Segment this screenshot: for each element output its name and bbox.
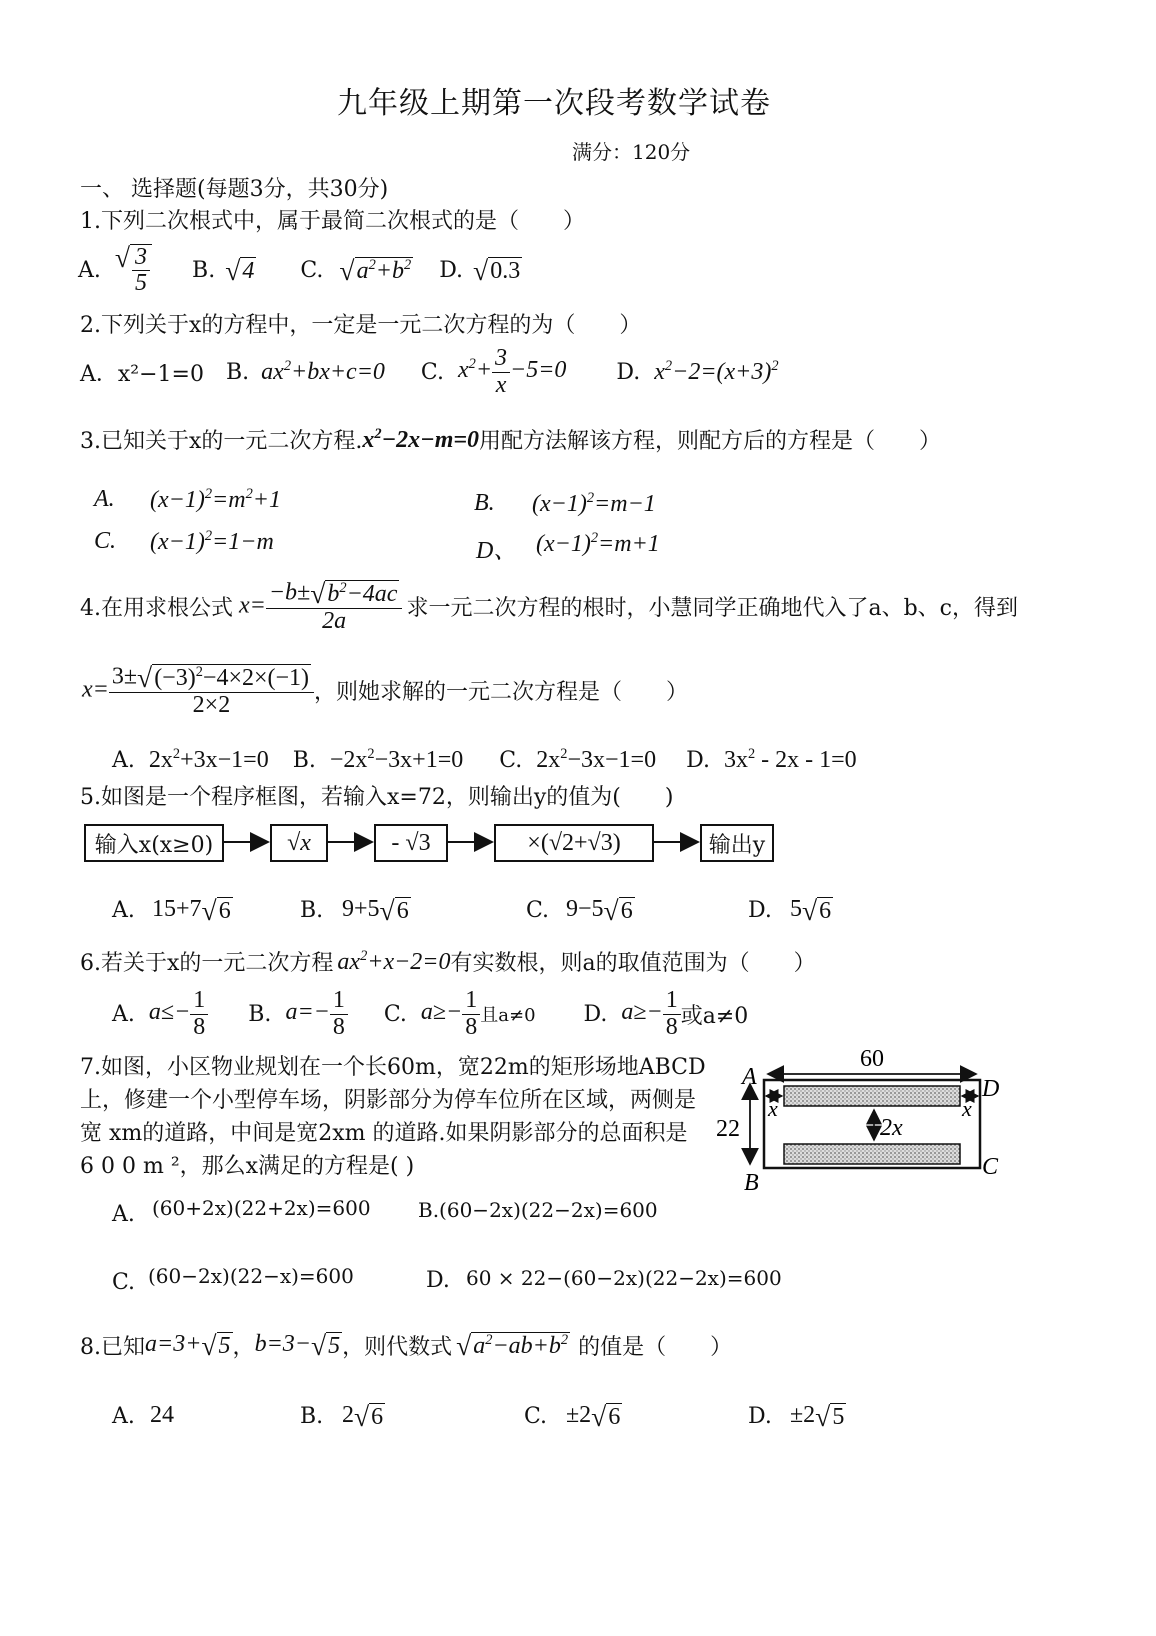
q4-option-d: $3x^2 - 2x - 1=0$ xyxy=(723,746,857,773)
q8-option-c: ±2 √ 6 xyxy=(566,1400,621,1432)
q5-label-b: B. xyxy=(300,898,324,923)
q3-stem-before: 3.已知关于x的一元二次方程. xyxy=(80,429,363,454)
q5-label-d: D. xyxy=(748,898,772,923)
q8-option-a: 24 xyxy=(150,1402,174,1428)
q1-label-d: D. xyxy=(439,257,464,283)
q8-stem xyxy=(80,1330,732,1361)
q4-option-b: $-2x^2-3x+1=0$ xyxy=(329,746,464,773)
q8-a-value: a=3+ √ 5 xyxy=(145,1330,231,1362)
q8-label-b: B. xyxy=(300,1404,324,1429)
q8-expression: √ $a^2-ab+b^2$ xyxy=(456,1330,569,1362)
q6-label-b: B. xyxy=(248,1001,272,1027)
label-2x: 2x xyxy=(880,1115,903,1141)
q5-option-c: 9−5 √ 6 xyxy=(566,894,633,926)
q8-option-d: ±2 √ 5 xyxy=(790,1400,845,1432)
q5-stem: 5.如图是一个程序框图，若输入x=72，则输出y的值为( ) xyxy=(80,785,674,810)
q6-label-d: D. xyxy=(583,1001,608,1027)
q6-option-d-tail: 或a≠0 xyxy=(680,1003,749,1029)
q8-label-c: C. xyxy=(524,1404,548,1429)
q1-option-b: √ 4 xyxy=(225,254,255,286)
q1-option-d: √ 0.3 xyxy=(473,254,521,286)
q5-option-a: 15+7 √ 6 xyxy=(152,894,231,926)
page-title: 九年级上期第一次段考数学试卷 xyxy=(337,86,771,121)
q6-option-c-tail: 且a≠0 xyxy=(480,1005,536,1026)
q3-option-b: $(x-1)^2=m-1$ xyxy=(532,490,656,517)
q6-option-c: a≥− $\frac{1}{8}$ xyxy=(421,988,480,1039)
q3-label-b: B. xyxy=(474,490,495,516)
label-60: 60 xyxy=(860,1046,884,1072)
q5-option-d: 5 √ 6 xyxy=(790,894,832,926)
q3-label-c: C. xyxy=(94,528,117,554)
flow-multiply-box: ×(√2+√3) xyxy=(494,824,654,862)
q2-label-c: C. xyxy=(420,359,444,385)
q6-options xyxy=(112,984,748,1044)
q8-b-value: b=3− √ 5 xyxy=(254,1330,341,1362)
q3-option-d: $(x-1)^2=m+1$ xyxy=(536,530,660,557)
section-heading: 一、 选择题(每题3分，共30分) xyxy=(80,177,389,202)
label-C: C xyxy=(982,1154,999,1180)
parking-area-top xyxy=(784,1086,960,1106)
label-22: 22 xyxy=(716,1116,740,1142)
q8-stem-after: 的值是（ ） xyxy=(578,1335,733,1360)
label-B: B xyxy=(744,1170,759,1196)
q6-label-c: C. xyxy=(383,1001,407,1027)
q7-line-2: 上，修建一个小型停车场，阴影部分为停车位所在区域，两侧是 xyxy=(80,1088,697,1113)
q4-label-d: D. xyxy=(686,747,710,773)
q7-line-4: 6 0 0 m ²，那么x满足的方程是( ) xyxy=(80,1154,415,1179)
label-x-right: x xyxy=(962,1096,972,1121)
q6-equation: $ax^2+x-2=0$ xyxy=(337,947,451,975)
q6-label-a: A. xyxy=(112,1001,135,1027)
q4-formula: x= −b± √ $b^2-4ac$ 2a xyxy=(239,580,402,634)
q1-label-b: B. xyxy=(192,257,216,283)
q6-option-a: a≤− $\frac{1}{8}$ xyxy=(149,988,208,1039)
q3-option-a: $(x-1)^2=m^2+1$ xyxy=(150,486,281,513)
q6-option-d: a≥− $\frac{1}{8}$ xyxy=(621,988,680,1039)
q3-stem-after: 用配方法解该方程，则配方后的方程是（ ） xyxy=(479,429,942,454)
q2-option-a: A．x²−1=0 xyxy=(80,361,204,387)
q2-label-d: D. xyxy=(616,359,641,385)
label-x-left: x xyxy=(768,1096,778,1121)
flow-input-box: 输入x(x≥0) xyxy=(84,824,224,862)
q1-option-c: √ $a^2+b^2$ xyxy=(339,254,412,286)
q1-option-a: √ $\frac{3}{5}$ xyxy=(115,244,152,296)
q1-label-c: C. xyxy=(300,257,324,283)
q2-option-b: $ax^2+bx+c=0$ xyxy=(261,358,385,385)
q6-stem xyxy=(80,946,816,977)
q2-label-b: B. xyxy=(225,359,250,385)
q6-stem-after: 有实数根，则a的取值范围为（ ） xyxy=(450,951,816,976)
q3-equation: $x^2-2x-m=0$ xyxy=(362,425,480,453)
q6-stem-before: 6.若关于x的一元二次方程 xyxy=(80,951,334,976)
q7-label-d: D. xyxy=(426,1268,450,1293)
q4-substituted-formula: x= 3± √ $(-3)^2-4\times 2\times(-1)$ 2×2 xyxy=(82,664,314,718)
q4-option-a: $2x^2+3x-1=0$ xyxy=(148,746,269,773)
q8-comma: ， xyxy=(232,1335,255,1360)
flow-output-box: 输出y xyxy=(700,824,774,862)
q7-option-d: 60 × 22−(60−2x)(22−2x)=600 xyxy=(466,1266,782,1290)
q6-option-b: a=− $\frac{1}{8}$ xyxy=(285,988,347,1039)
flow-sqrt-box: √x xyxy=(270,824,328,862)
q7-line-3: 宽 xm的道路，中间是宽2xm 的道路.如果阴影部分的总面积是 xyxy=(80,1121,688,1146)
q4-label-a: A. xyxy=(112,747,135,773)
q4-stem-before: 4.在用求根公式 xyxy=(80,596,233,622)
q1-stem: 1.下列二次根式中，属于最简二次根式的是（ ） xyxy=(80,209,585,234)
q8-label-a: A. xyxy=(112,1404,135,1429)
q7-option-a: (60+2x)(22+2x)=600 xyxy=(152,1196,371,1220)
flow-minus-box: - √3 xyxy=(374,824,448,862)
q7-line-1: 7.如图，小区物业规划在一个长60m，宽22m的矩形场地ABCD xyxy=(80,1055,706,1080)
q2-stem: 2.下列关于x的方程中，一定是一元二次方程的为（ ） xyxy=(80,313,642,338)
label-A: A xyxy=(742,1064,757,1090)
q5-option-b: 9+5 √ 6 xyxy=(342,894,409,926)
q5-label-a: A. xyxy=(112,898,135,923)
q7-figure xyxy=(710,1040,1010,1200)
q4-line2-after: ，则她求解的一元二次方程是（ ） xyxy=(314,680,689,706)
q4-label-c: C. xyxy=(499,747,523,773)
q7-label-a: A. xyxy=(112,1202,135,1227)
q2-option-c: $x^2+$ $\frac{3}{x}$ −5=0 xyxy=(457,345,567,398)
full-score: 满分：120分 xyxy=(572,140,691,164)
q2-option-d: $x^2-2=(x+3)^2$ xyxy=(654,358,779,385)
q8-stem-mid: ，则代数式 xyxy=(342,1335,453,1360)
q4-option-c: $2x^2-3x-1=0$ xyxy=(536,746,657,773)
parking-area-bottom xyxy=(784,1144,960,1164)
q8-stem-before: 8.已知 xyxy=(80,1335,145,1360)
q8-option-b: 2 √ 6 xyxy=(342,1400,384,1432)
q3-label-d: D、 xyxy=(476,538,518,564)
label-D: D xyxy=(982,1076,1000,1102)
q1-label-a: A. xyxy=(78,257,101,283)
q4-label-b: B. xyxy=(292,747,316,773)
q7-label-c: C. xyxy=(112,1270,136,1295)
q8-label-d: D. xyxy=(748,1404,772,1429)
q7-option-c: (60−2x)(22−x)=600 xyxy=(148,1264,354,1288)
q3-label-a: A. xyxy=(94,486,115,512)
q3-option-c: $(x-1)^2=1-m$ xyxy=(150,528,274,555)
q4-stem-after: 求一元二次方程的根时，小慧同学正确地代入了a、b、c，得到 xyxy=(406,596,1018,622)
q5-label-c: C. xyxy=(526,898,550,923)
q7-option-b: B.(60−2x)(22−2x)=600 xyxy=(418,1198,658,1222)
